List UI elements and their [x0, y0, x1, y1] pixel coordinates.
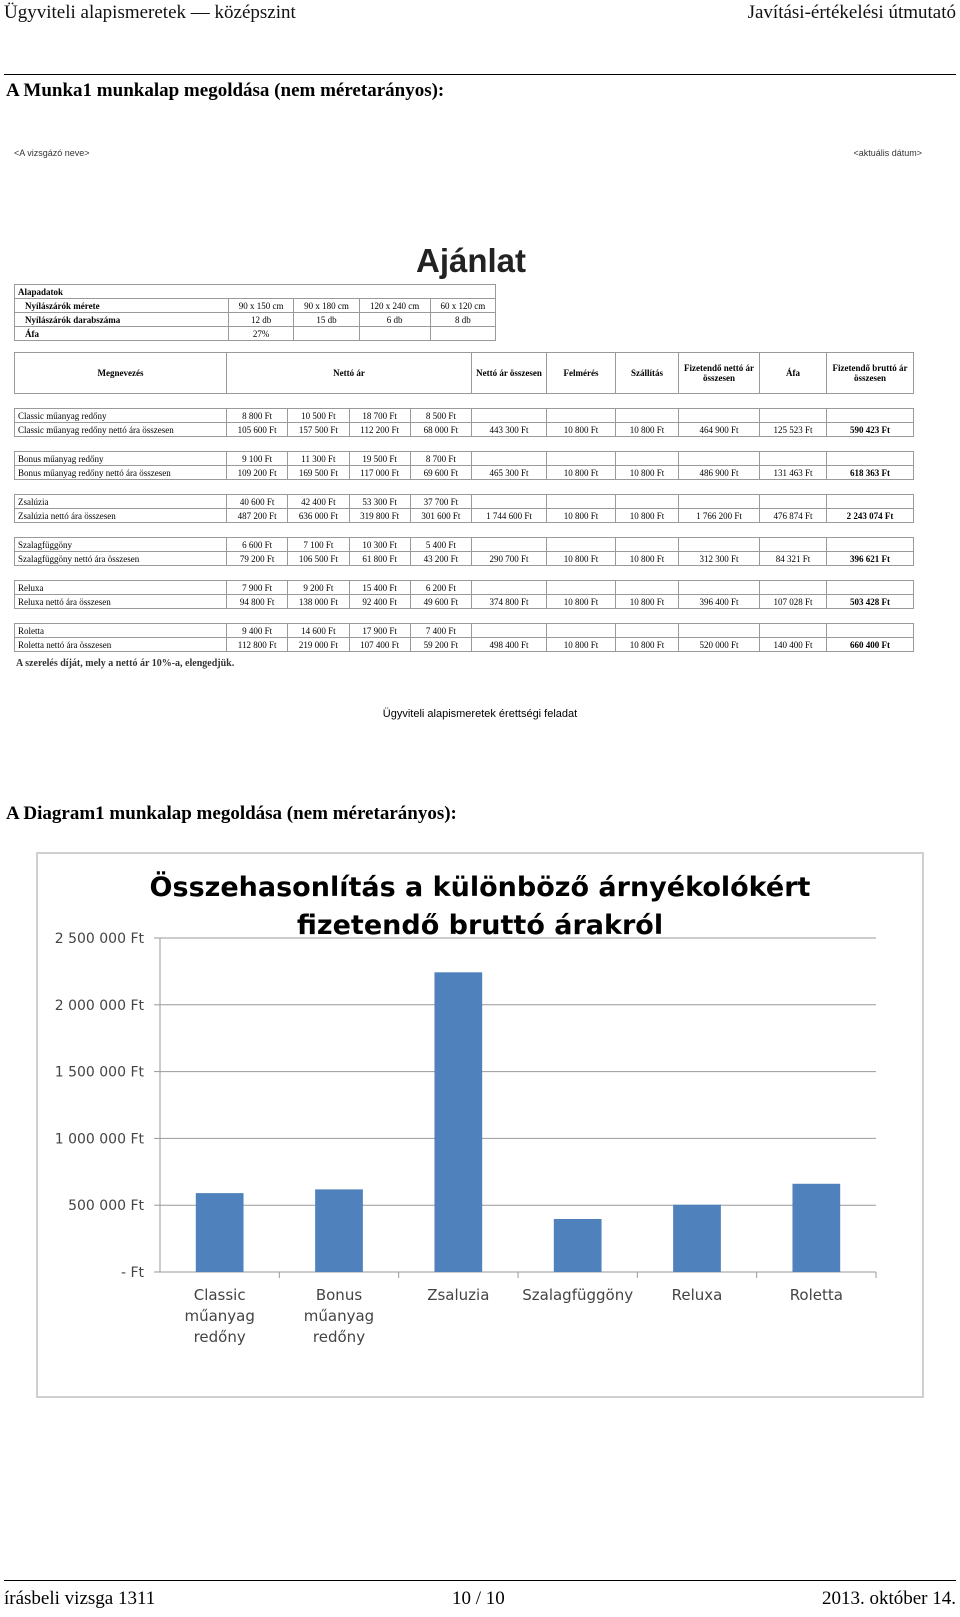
table-cell: 169 500 Ft [288, 466, 349, 480]
bar [196, 1193, 244, 1272]
table-cell: Szalagfüggöny [15, 538, 227, 552]
offer-table [14, 352, 914, 652]
column-header: Fizetendő bruttó ár összesen [827, 353, 914, 394]
header-rule [4, 74, 956, 75]
table-row [15, 466, 914, 480]
table-cell: 18 700 Ft [349, 409, 410, 423]
table-cell [679, 495, 760, 509]
bar-chart-svg [38, 854, 922, 1396]
table-cell: 636 000 Ft [288, 509, 349, 523]
table-cell [679, 409, 760, 423]
table-row [15, 552, 914, 566]
table-cell: Reluxa nettó ára összesen [15, 595, 227, 609]
table-cell: 498 400 Ft [472, 638, 547, 652]
table-cell: 10 300 Ft [349, 538, 410, 552]
table-cell [472, 624, 547, 638]
table-cell: 42 400 Ft [288, 495, 349, 509]
spreadsheet [14, 140, 944, 700]
table-cell: 59 200 Ft [410, 638, 471, 652]
table-cell: 10 800 Ft [547, 466, 616, 480]
table-cell: 12 db [229, 313, 294, 327]
table-cell [547, 581, 616, 595]
table-cell: 10 800 Ft [616, 466, 679, 480]
table-cell: 396 621 Ft [827, 552, 914, 566]
table-cell: 19 500 Ft [349, 452, 410, 466]
x-tick-label: Zsaluzia [427, 1286, 490, 1304]
y-tick-label: 1 500 000 Ft [54, 1064, 144, 1081]
bar [554, 1219, 602, 1272]
table-cell: 112 800 Ft [227, 638, 288, 652]
table-cell: 120 x 240 cm [359, 299, 430, 313]
chart-title: Összehasonlítás a különböző árnyékolókért [149, 872, 811, 903]
table-cell: 10 800 Ft [547, 423, 616, 437]
header-right: Javítási-értékelési útmutató [747, 2, 956, 23]
table-row [15, 538, 914, 552]
x-tick-label: redőny [193, 1328, 246, 1346]
table-cell: 301 600 Ft [410, 509, 471, 523]
table-cell: 15 db [294, 313, 359, 327]
table-row [15, 313, 496, 327]
table-cell: 10 800 Ft [547, 552, 616, 566]
table-cell: 10 800 Ft [616, 638, 679, 652]
table-cell: Roletta [15, 624, 227, 638]
table-cell: 140 400 Ft [760, 638, 827, 652]
table-cell: 10 800 Ft [616, 509, 679, 523]
table-cell: 15 400 Ft [349, 581, 410, 595]
table-cell: 94 800 Ft [227, 595, 288, 609]
table-cell: Szalagfüggöny nettó ára összesen [15, 552, 227, 566]
table-cell: 8 800 Ft [227, 409, 288, 423]
bar [434, 972, 482, 1272]
table-cell: Classic műanyag redőny [15, 409, 227, 423]
table-cell: 49 600 Ft [410, 595, 471, 609]
header-left: Ügyviteli alapismeretek — középszint [4, 2, 296, 23]
table-cell: 40 600 Ft [227, 495, 288, 509]
table-row [15, 452, 914, 466]
table-cell: 9 100 Ft [227, 452, 288, 466]
table-cell: 464 900 Ft [679, 423, 760, 437]
table-cell [760, 624, 827, 638]
table-cell [616, 409, 679, 423]
table-cell: 8 700 Ft [410, 452, 471, 466]
table-cell [547, 409, 616, 423]
table-cell: 1 744 600 Ft [472, 509, 547, 523]
table-cell [359, 327, 430, 341]
table-cell: 6 600 Ft [227, 538, 288, 552]
table-cell: 84 321 Ft [760, 552, 827, 566]
table-row [15, 595, 914, 609]
table-cell: Bonus műanyag redőny nettó ára összesen [15, 466, 227, 480]
table-cell: 9 200 Ft [288, 581, 349, 595]
table-cell: 7 400 Ft [410, 624, 471, 638]
x-tick-label: Classic [193, 1286, 246, 1304]
table-cell: 1 766 200 Ft [679, 509, 760, 523]
table-cell: 14 600 Ft [288, 624, 349, 638]
table-cell: 443 300 Ft [472, 423, 547, 437]
table-cell: 43 200 Ft [410, 552, 471, 566]
name-placeholder: <A vizsgázó neve> [14, 148, 90, 158]
x-tick-label: redőny [312, 1328, 366, 1346]
table-cell: 10 800 Ft [547, 638, 616, 652]
column-header: Fizetendő nettó ár összesen [679, 353, 760, 394]
table-cell [616, 538, 679, 552]
table-cell: 17 900 Ft [349, 624, 410, 638]
column-header: Felmérés [547, 353, 616, 394]
table-cell: Áfa [15, 327, 229, 341]
table-cell: 92 400 Ft [349, 595, 410, 609]
page-header [4, 0, 956, 26]
table-cell: 8 db [430, 313, 495, 327]
table-cell [827, 409, 914, 423]
table-cell: 618 363 Ft [827, 466, 914, 480]
table-cell: 61 800 Ft [349, 552, 410, 566]
table-cell [472, 495, 547, 509]
table-row [15, 495, 914, 509]
table-cell: 157 500 Ft [288, 423, 349, 437]
bar [792, 1184, 840, 1272]
y-tick-label: - Ft [120, 1265, 144, 1281]
table-cell: 112 200 Ft [349, 423, 410, 437]
table-cell [294, 327, 359, 341]
y-tick-label: 2 500 000 Ft [54, 931, 144, 947]
table-cell: 465 300 Ft [472, 466, 547, 480]
table-cell [547, 624, 616, 638]
table-cell: Classic műanyag redőny nettó ára összesen [15, 423, 227, 437]
footer-center: 10 / 10 [452, 1588, 505, 1609]
table-row [15, 624, 914, 638]
table-cell: 90 x 150 cm [229, 299, 294, 313]
x-tick-label: műanyag [303, 1307, 375, 1325]
table-cell [760, 538, 827, 552]
table-cell: 10 800 Ft [547, 595, 616, 609]
table-cell: 660 400 Ft [827, 638, 914, 652]
table-cell: 10 800 Ft [616, 423, 679, 437]
section2-title: A Diagram1 munkalap megoldása (nem méretarányos): [6, 803, 457, 824]
table-cell: 109 200 Ft [227, 466, 288, 480]
table-cell: 2 243 074 Ft [827, 509, 914, 523]
y-tick-label: 2 000 000 Ft [54, 997, 144, 1014]
x-tick-label: Bonus [315, 1286, 363, 1304]
table-cell [679, 452, 760, 466]
table-row [15, 299, 496, 313]
table-cell: 10 800 Ft [616, 595, 679, 609]
table-cell [760, 452, 827, 466]
bar [315, 1189, 363, 1272]
table-cell [827, 581, 914, 595]
table-cell [679, 538, 760, 552]
column-header: Szállítás [616, 353, 679, 394]
table-cell: Zsalúzia nettó ára összesen [15, 509, 227, 523]
date-placeholder: <aktuális dátum> [853, 148, 922, 158]
table-cell: Nyílászárók mérete [15, 299, 229, 313]
table-row [15, 638, 914, 652]
table-cell [827, 495, 914, 509]
y-tick-label: 1 000 000 Ft [54, 1131, 144, 1148]
table-cell [616, 452, 679, 466]
column-header: Áfa [760, 353, 827, 394]
table-cell [547, 495, 616, 509]
table-cell: 9 400 Ft [227, 624, 288, 638]
table-cell [760, 495, 827, 509]
table-cell: 125 523 Ft [760, 423, 827, 437]
table-cell: 7 900 Ft [227, 581, 288, 595]
table-cell: 7 100 Ft [288, 538, 349, 552]
table-cell: 487 200 Ft [227, 509, 288, 523]
column-header: Megnevezés [15, 353, 227, 394]
x-tick-label: Roletta [789, 1286, 843, 1304]
table-cell: 10 800 Ft [616, 552, 679, 566]
table-cell [472, 409, 547, 423]
table-cell: Roletta nettó ára összesen [15, 638, 227, 652]
table-cell [760, 409, 827, 423]
column-header: Nettó ár összesen [472, 353, 547, 394]
base-table-header: Alapadatok [15, 285, 496, 299]
table-cell: 37 700 Ft [410, 495, 471, 509]
table-cell [827, 624, 914, 638]
footer-rule [4, 1580, 956, 1581]
table-cell [616, 495, 679, 509]
table-cell: 106 500 Ft [288, 552, 349, 566]
table-row [15, 581, 914, 595]
table-cell: 219 000 Ft [288, 638, 349, 652]
table-cell [679, 624, 760, 638]
y-tick-label: 500 000 Ft [68, 1198, 144, 1215]
sheet-title: Ajánlat [416, 242, 527, 279]
table-cell: Nyílászárók darabszáma [15, 313, 229, 327]
table-cell: 503 428 Ft [827, 595, 914, 609]
table-cell: 6 db [359, 313, 430, 327]
table-cell: 374 800 Ft [472, 595, 547, 609]
chart-title: fizetendő bruttó árakról [296, 910, 664, 941]
table-cell: 312 300 Ft [679, 552, 760, 566]
table-cell: 476 874 Ft [760, 509, 827, 523]
table-cell: 79 200 Ft [227, 552, 288, 566]
table-cell [472, 452, 547, 466]
table-cell: 10 500 Ft [288, 409, 349, 423]
note: A szerelés díját, mely a nettó ár 10%-a, elengedjük. [16, 658, 235, 669]
table-cell [472, 538, 547, 552]
table-cell: 117 000 Ft [349, 466, 410, 480]
x-tick-label: műanyag [184, 1307, 255, 1325]
table-cell: 6 200 Ft [410, 581, 471, 595]
table-cell: 60 x 120 cm [430, 299, 495, 313]
table-cell [547, 452, 616, 466]
table-cell [679, 581, 760, 595]
table-cell [827, 452, 914, 466]
table-cell: 90 x 180 cm [294, 299, 359, 313]
table-row [15, 509, 914, 523]
table-cell: 107 028 Ft [760, 595, 827, 609]
table-cell: 131 463 Ft [760, 466, 827, 480]
table-cell: 138 000 Ft [288, 595, 349, 609]
table-cell: 396 400 Ft [679, 595, 760, 609]
figure-caption: Ügyviteli alapismeretek érettségi feladat [382, 708, 578, 720]
table-cell: 69 600 Ft [410, 466, 471, 480]
footer-right: 2013. október 14. [821, 1588, 956, 1609]
base-data-table [14, 284, 496, 341]
table-cell: 8 500 Ft [410, 409, 471, 423]
table-cell: 10 800 Ft [547, 509, 616, 523]
table-cell: Bonus műanyag redőny [15, 452, 227, 466]
table-cell: 290 700 Ft [472, 552, 547, 566]
column-header: Nettó ár [227, 353, 472, 394]
table-cell [616, 581, 679, 595]
table-row [15, 423, 914, 437]
footer-left: írásbeli vizsga 1311 [4, 1588, 156, 1609]
table-cell [430, 327, 495, 341]
table-cell: Reluxa [15, 581, 227, 595]
table-cell: 486 900 Ft [679, 466, 760, 480]
table-cell: 107 400 Ft [349, 638, 410, 652]
table-cell [616, 624, 679, 638]
table-cell: 520 000 Ft [679, 638, 760, 652]
chart [36, 852, 924, 1398]
table-cell: 27% [229, 327, 294, 341]
table-cell: 11 300 Ft [288, 452, 349, 466]
table-cell: 68 000 Ft [410, 423, 471, 437]
table-cell [472, 581, 547, 595]
table-row [15, 409, 914, 423]
table-cell [547, 538, 616, 552]
table-cell [760, 581, 827, 595]
x-tick-label: Szalagfüggöny [522, 1286, 634, 1304]
bar [673, 1205, 721, 1272]
table-cell: 319 800 Ft [349, 509, 410, 523]
table-cell: 5 400 Ft [410, 538, 471, 552]
table-cell [827, 538, 914, 552]
section1-title: A Munka1 munkalap megoldása (nem méretarányos): [6, 80, 445, 101]
table-cell: 53 300 Ft [349, 495, 410, 509]
table-cell: 590 423 Ft [827, 423, 914, 437]
table-cell: Zsalúzia [15, 495, 227, 509]
table-cell: 105 600 Ft [227, 423, 288, 437]
x-tick-label: Reluxa [671, 1286, 723, 1304]
table-row [15, 327, 496, 341]
